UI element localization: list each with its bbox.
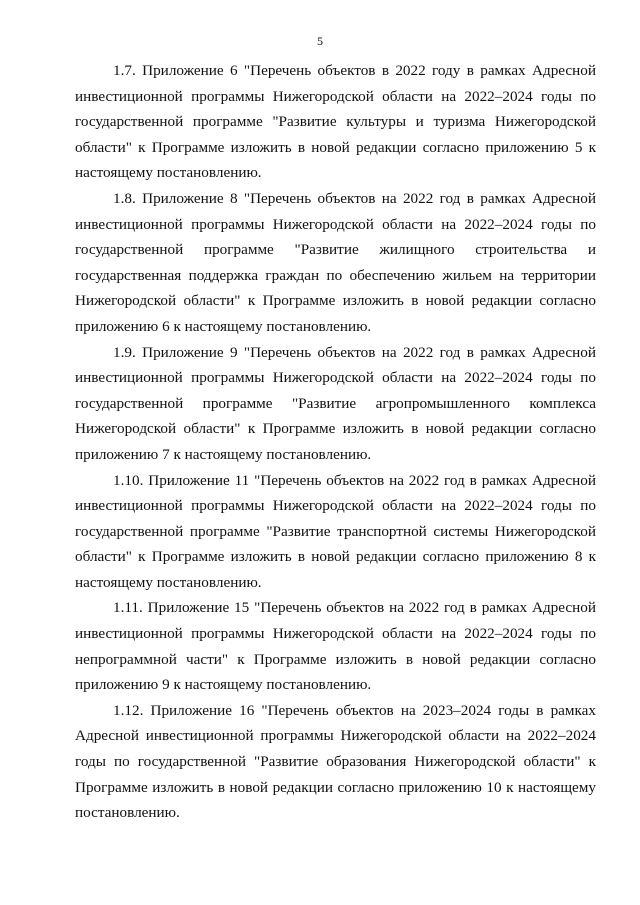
- paragraph-1-10: 1.10. Приложение 11 "Перечень объектов на 2022 год в рамках Адресной инвестиционной программы Нижегородской области на 2022–2024 годы по государственной программе "Развитие транспортной системы Нижегородской области" к Программе изложить в новой редакции согласно приложению 8 к настоящему постановлению.: [75, 471, 596, 591]
- paragraph-1-9: 1.9. Приложение 9 "Перечень объектов на 2022 год в рамках Адресной инвестиционной программы Нижегородской области на 2022–2024 годы по государственной программе "Развитие агропромышленного комплекса Нижегородской области" к Программе изложить в новой редакции согласно приложению 7 к настоящему постановлению.: [75, 343, 596, 463]
- page-number: 5: [317, 34, 323, 48]
- paragraph-1-12: 1.12. Приложение 16 "Перечень объектов на 2023–2024 годы в рамках Адресной инвестиционной программы Нижегородской области на 2022–2024 годы по государственной "Развитие образования Нижегородской области" к Программе изложить в новой редакции согласно приложению 10 к настоящему постановлению.: [75, 701, 596, 822]
- paragraph-1-8: 1.8. Приложение 8 "Перечень объектов на 2022 год в рамках Адресной инвестиционной программы Нижегородской области на 2022–2024 годы по государственной программе "Развитие жилищного строительства и государственная поддержка граждан по обеспечению жильем на территории Нижегородской области" к Программе изложить в новой редакции согласно приложению 6 к настоящему постановлению.: [75, 189, 596, 335]
- document-body: [75, 58, 596, 826]
- paragraph-1-7: 1.7. Приложение 6 "Перечень объектов в 2022 году в рамках Адресной инвестиционной программы Нижегородской области на 2022–2024 годы по государственной программе "Развитие культуры и туризма Нижегородской области" к Программе изложить в новой редакции согласно приложению 5 к настоящему постановлению.: [75, 62, 596, 182]
- paragraph-1-11: 1.11. Приложение 15 "Перечень объектов на 2022 год в рамках Адресной инвестиционной программы Нижегородской области на 2022–2024 годы по непрограммной части" к Программе изложить в новой редакции согласно приложению 9 к настоящему постановлению.: [75, 599, 596, 694]
